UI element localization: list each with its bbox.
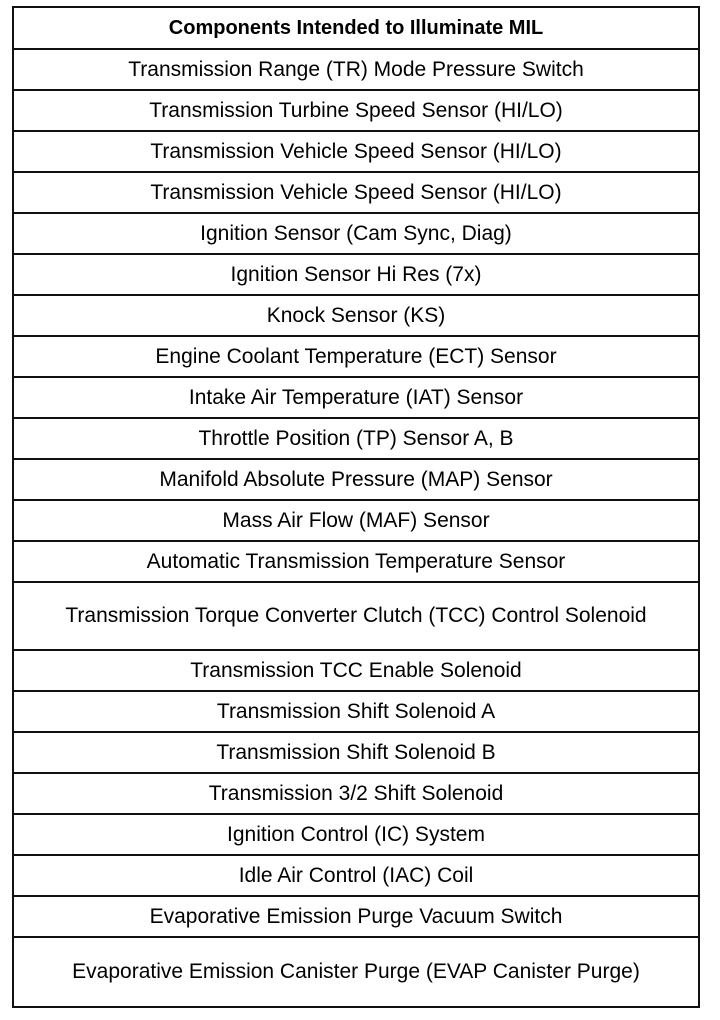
table-cell: Knock Sensor (KS) [13, 295, 699, 336]
table-cell: Transmission Vehicle Speed Sensor (HI/LO) [13, 131, 699, 172]
table-cell: Transmission Shift Solenoid A [13, 691, 699, 732]
table-cell: Evaporative Emission Purge Vacuum Switch [13, 896, 699, 937]
table-row [13, 459, 699, 500]
table-cell: Throttle Position (TP) Sensor A, B [13, 418, 699, 459]
table-row [13, 773, 699, 814]
table-row [13, 295, 699, 336]
table-cell: Transmission 3/2 Shift Solenoid [13, 773, 699, 814]
table-row [13, 937, 699, 1007]
table-row [13, 650, 699, 691]
table-row [13, 336, 699, 377]
components-table [12, 6, 700, 1008]
table-header-row [13, 7, 699, 49]
table-cell: Transmission Torque Converter Clutch (TCC) Control Solenoid [13, 582, 699, 650]
table-cell: Transmission Vehicle Speed Sensor (HI/LO) [13, 172, 699, 213]
table-cell: Transmission TCC Enable Solenoid [13, 650, 699, 691]
table-cell: Transmission Shift Solenoid B [13, 732, 699, 773]
table-cell: Intake Air Temperature (IAT) Sensor [13, 377, 699, 418]
table-cell: Ignition Sensor Hi Res (7x) [13, 254, 699, 295]
table-row [13, 896, 699, 937]
table-cell: Mass Air Flow (MAF) Sensor [13, 500, 699, 541]
table-row [13, 377, 699, 418]
table-cell: Automatic Transmission Temperature Sensor [13, 541, 699, 582]
table-cell: Idle Air Control (IAC) Coil [13, 855, 699, 896]
table-cell: Ignition Sensor (Cam Sync, Diag) [13, 213, 699, 254]
table-row [13, 500, 699, 541]
table-row [13, 213, 699, 254]
table-cell: Engine Coolant Temperature (ECT) Sensor [13, 336, 699, 377]
table-row [13, 49, 699, 90]
table-row [13, 172, 699, 213]
table-row [13, 254, 699, 295]
table-row [13, 814, 699, 855]
table-row [13, 418, 699, 459]
table-cell: Evaporative Emission Canister Purge (EVAP Canister Purge) [13, 937, 699, 1007]
table-row [13, 131, 699, 172]
table-row [13, 855, 699, 896]
table-row [13, 90, 699, 131]
table-row [13, 691, 699, 732]
table-header: Components Intended to Illuminate MIL [13, 7, 699, 49]
table-cell: Transmission Range (TR) Mode Pressure Switch [13, 49, 699, 90]
table-row [13, 582, 699, 650]
table-cell: Manifold Absolute Pressure (MAP) Sensor [13, 459, 699, 500]
table-cell: Transmission Turbine Speed Sensor (HI/LO) [13, 90, 699, 131]
table-cell: Ignition Control (IC) System [13, 814, 699, 855]
table-row [13, 732, 699, 773]
table-row [13, 541, 699, 582]
